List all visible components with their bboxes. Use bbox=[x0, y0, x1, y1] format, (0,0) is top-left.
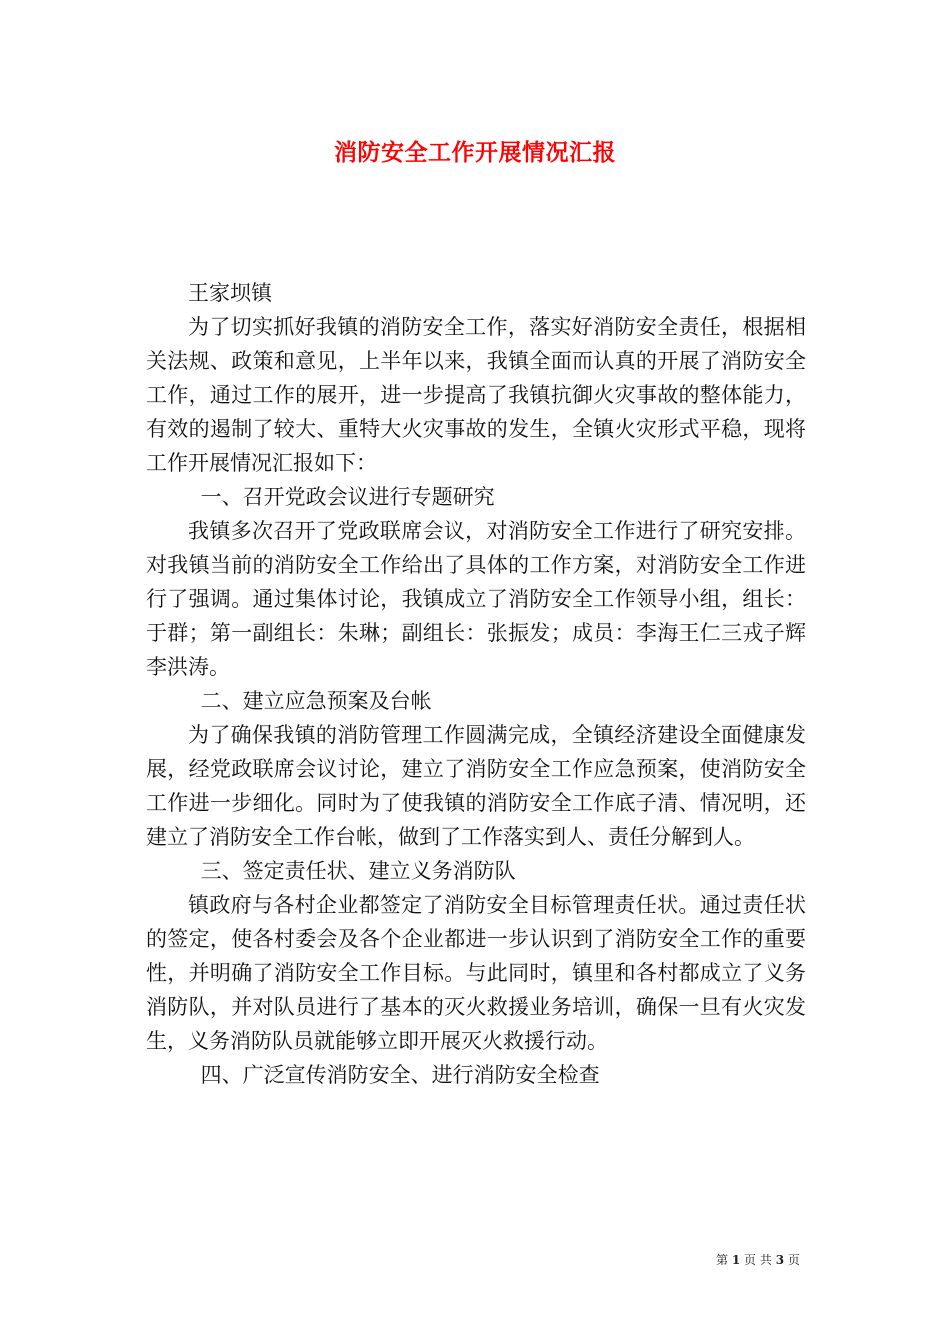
section-heading-3: 三、签定责任状、建立义务消防队 bbox=[200, 859, 516, 883]
document-title: 消防安全工作开展情况汇报 bbox=[334, 139, 616, 166]
footer-current-page: 1 bbox=[731, 1253, 741, 1267]
footer-total-pages: 3 bbox=[775, 1253, 785, 1267]
section-heading-1: 一、召开党政会议进行专题研究 bbox=[200, 485, 495, 509]
section-paragraph-3: 镇政府与各村企业都签定了消防安全目标管理责任状。通过责任状的签定，使各村委会及各个企业都进一步认识到了消防安全工作的重要性，并明确了消防安全工作目标。与此同时，镇里和各村都成立了义务消防队，并对队员进行了基本的灭火救援业务培训，确保一旦有火灾发生，义务消防队员就能够立即开展灭火救援行动。 bbox=[146, 893, 806, 1053]
section-paragraph-1: 我镇多次召开了党政联席会议，对消防安全工作进行了研究安排。对我镇当前的消防安全工作给出了具体的工作方案，对消防安全工作进行了强调。通过集体讨论，我镇成立了消防安全工作领导小组，组长：于群；第一副组长：朱琳；副组长：张振发；成员：李海王仁三戎子辉李洪涛。 bbox=[146, 519, 806, 679]
document-body bbox=[146, 276, 806, 1092]
footer-suffix: 页 bbox=[787, 1253, 800, 1267]
section-paragraph-2: 为了确保我镇的消防管理工作圆满完成，全镇经济建设全面健康发展，经党政联席会议讨论，建立了消防安全工作应急预案，使消防安全工作进一步细化。同时为了使我镇的消防安全工作底子清、情况明，还建立了消防安全工作台帐，做到了工作落实到人、责任分解到人。 bbox=[146, 723, 806, 849]
footer-middle: 页 共 bbox=[744, 1253, 772, 1267]
section-heading-2: 二、建立应急预案及台帐 bbox=[200, 689, 432, 713]
section-heading-4: 四、广泛宣传消防安全、进行消防安全检查 bbox=[200, 1063, 600, 1087]
page-number-footer bbox=[716, 1251, 816, 1268]
footer-prefix: 第 bbox=[716, 1253, 729, 1267]
intro-paragraph: 为了切实抓好我镇的消防安全工作，落实好消防安全责任，根据相关法规、政策和意见，上半年以来，我镇全面而认真的开展了消防安全工作，通过工作的展开，进一步提高了我镇抗御火灾事故的整体能力，有效的遏制了较大、重特大火灾事故的发生，全镇火灾形式平稳，现将工作开展情况汇报如下： bbox=[146, 315, 806, 475]
document-recipient: 王家坝镇 bbox=[188, 281, 272, 305]
